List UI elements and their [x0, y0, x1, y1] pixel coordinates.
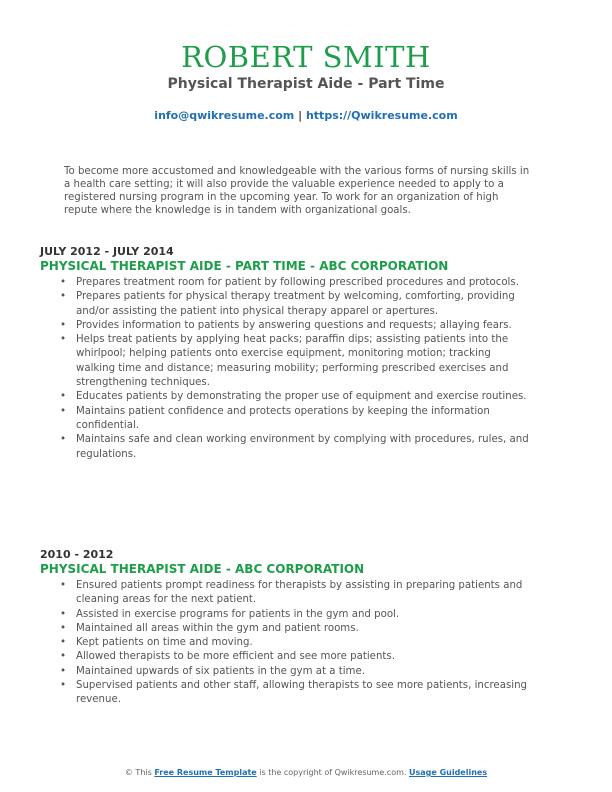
duty-item: • Maintained upwards of six patients in the gym at a time. [40, 665, 530, 679]
bullet-icon: • [60, 622, 67, 634]
free-resume-template-link[interactable]: Free Resume Template [154, 768, 257, 777]
bullet-icon: • [60, 277, 67, 288]
bullet-icon: • [60, 434, 67, 446]
experience-entry [40, 548, 530, 708]
duty-list [40, 579, 530, 708]
footer-prefix: © This [124, 768, 155, 777]
copyright-footer [0, 768, 612, 778]
job-title: PHYSICAL THERAPIST AIDE - ABC CORPORATION [40, 562, 365, 576]
bullet-icon: • [60, 665, 67, 677]
duty-item: • Provides information to patients by answering questions and requests; allaying fears. [40, 319, 530, 333]
candidate-title: Physical Therapist Aide - Part Time [167, 76, 445, 92]
bullet-icon: • [60, 319, 67, 331]
resume-header [0, 38, 612, 123]
bullet-icon: • [60, 580, 67, 591]
job-dates: JULY 2012 - JULY 2014 [40, 245, 174, 258]
duty-list [40, 276, 530, 462]
job-title: PHYSICAL THERAPIST AIDE - PART TIME - ABC CORPORATION [40, 259, 449, 273]
bullet-icon: • [60, 651, 67, 663]
bullet-icon: • [60, 291, 67, 303]
duty-item: • Kept patients on time and moving. [40, 636, 530, 650]
duty-item: • Prepares patients for physical therapy treatment by welcoming, comforting, providing and/or assisting the patient into physical therapy apparel or apertures. [60, 291, 515, 317]
duty-item: • Assisted in exercise programs for patients in the gym and pool. [40, 608, 530, 622]
email-link[interactable]: info@qwikresume.com [154, 109, 295, 122]
summary-paragraph: To become more accustomed and knowledgeable with the various forms of nursing skills in a health care setting; it will also provide the valuable experience needed to apply to a registered nursing program in the upcoming year. To work for an organization of high repute where the knowledge is in tandem with organizational goals. [64, 166, 530, 216]
contact-separator: | [294, 109, 306, 122]
experience-entry [40, 245, 530, 462]
bullet-icon: • [60, 334, 67, 346]
duty-item: • Educates patients by demonstrating the proper use of equipment and exercise routines. [40, 390, 530, 404]
candidate-name: ROBERT SMITH [181, 40, 431, 74]
duty-item: • Allowed therapists to be more efficient and see more patients. [40, 650, 530, 664]
duty-item: • Maintains patient confidence and protects operations by keeping the information confidential. [60, 405, 490, 431]
usage-guidelines-link[interactable]: Usage Guidelines [408, 768, 488, 777]
job-dates: 2010 - 2012 [40, 548, 114, 561]
bullet-icon: • [60, 391, 67, 403]
contact-line [0, 109, 612, 123]
duty-item: • Maintains safe and clean working environment by complying with procedures, rules, and regulations. [60, 434, 529, 460]
duty-item: • Maintained all areas within the gym and patient rooms. [40, 622, 530, 636]
duty-item: • Prepares treatment room for patient by following prescribed procedures and protocols. [40, 276, 530, 290]
bullet-icon: • [60, 680, 67, 692]
bullet-icon: • [60, 405, 67, 417]
duty-item: • Supervised patients and other staff, allowing therapists to see more patients, increasing revenue. [60, 680, 528, 706]
duty-item: • Ensured patients prompt readiness for therapists by assisting in preparing patients and cleaning areas for the next patient. [60, 580, 523, 606]
footer-middle: is the copyright of Qwikresume.com. [256, 768, 409, 777]
bullet-icon: • [60, 608, 67, 620]
duty-item: • Helps treat patients by applying heat packs; paraffin dips; assisting patients into the whirlpool; helping patients onto exercise equipment, monitoring motion; tracking walking time and distance; measuring mobility; performing prescribed exercises and strengthening techniques. [60, 334, 509, 389]
bullet-icon: • [60, 637, 67, 649]
website-link[interactable]: https://Qwikresume.com [305, 109, 458, 122]
